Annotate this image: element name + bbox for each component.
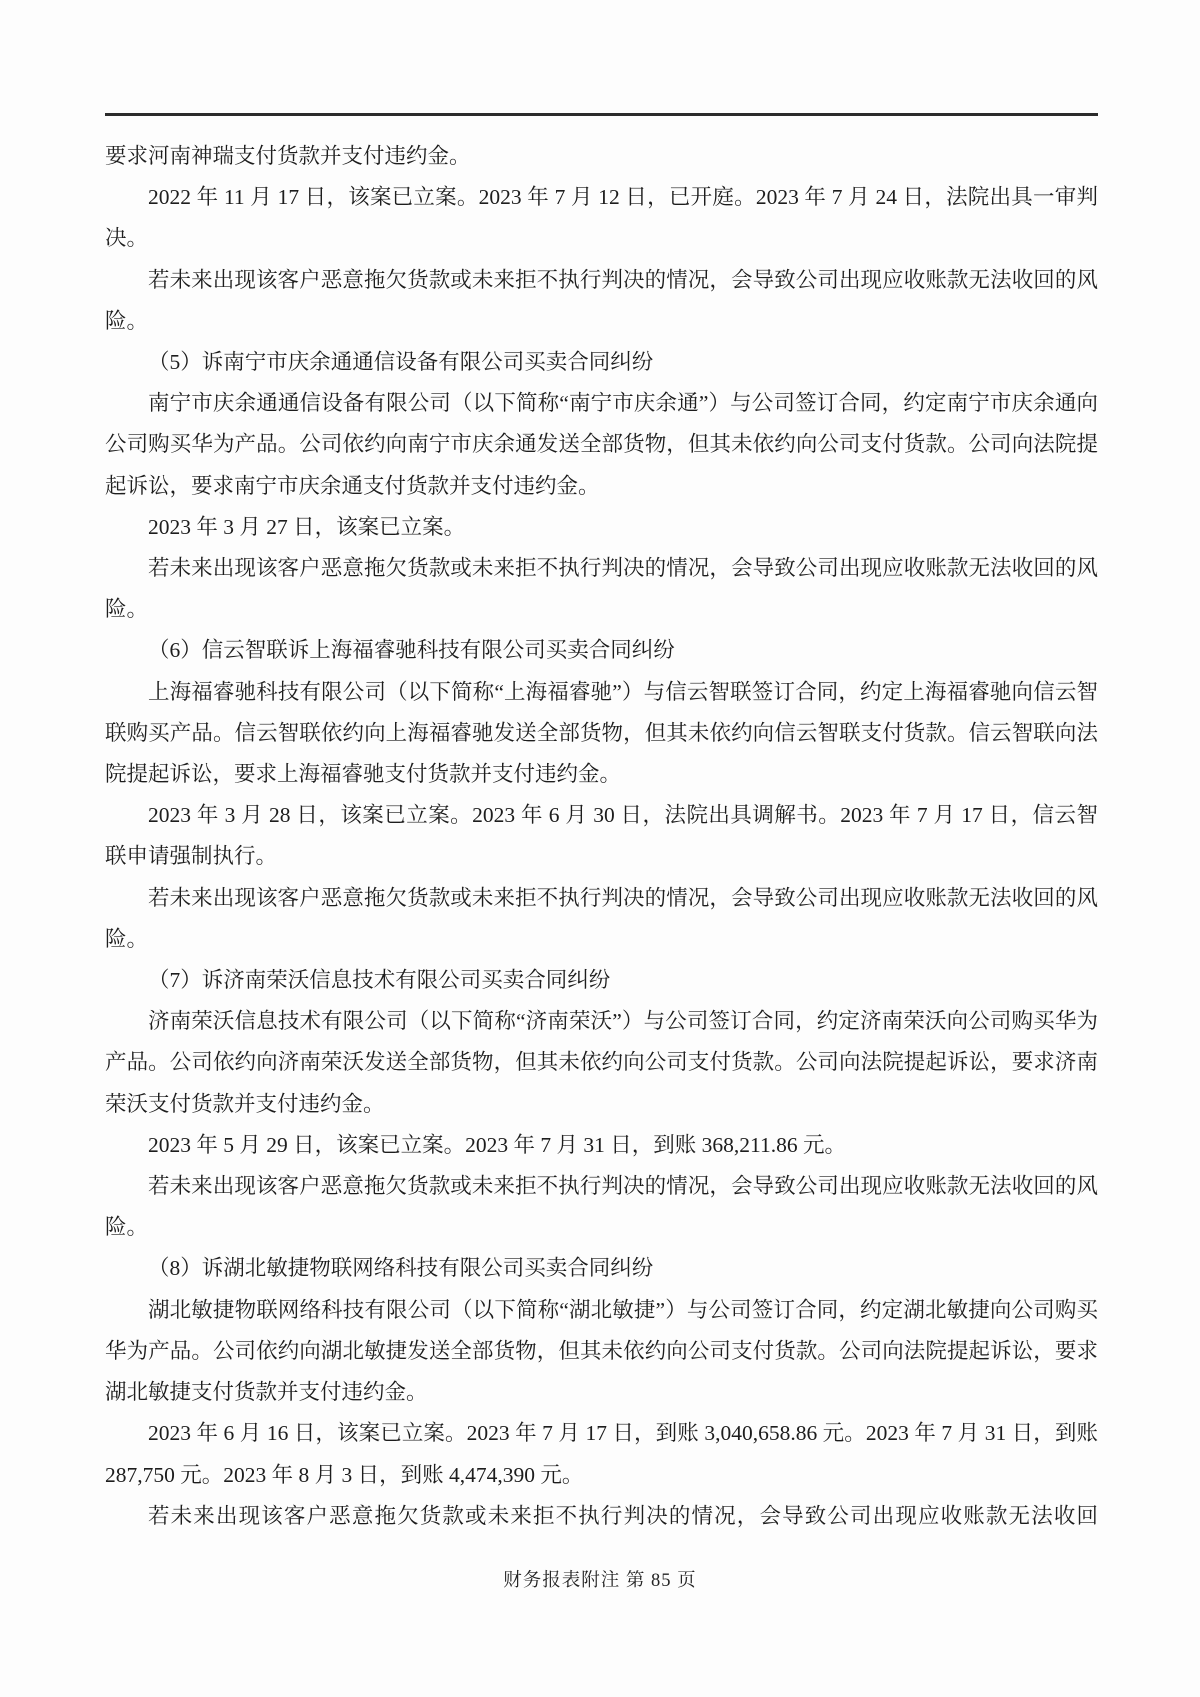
paragraph: 若未来出现该客户恶意拖欠货款或未来拒不执行判决的情况，会导致公司出现应收账款无法收回 [148,1503,1098,1528]
paragraph: 2023 年 6 月 16 日，该案已立案。2023 年 7 月 17 日，到账 3,040,658.86 元。2023 年 7 月 31 日，到账 287,750 元。2023 年 8 月 3 日，到账 4,474,390 元。 [105,1421,1098,1487]
footer-text: 财务报表附注 第 85 页 [503,1571,697,1591]
document-body [105,136,1098,1537]
paragraph: 上海福睿驰科技有限公司（以下简称“上海福睿驰”）与信云智联签订合同，约定上海福睿驰向信云智联购买产品。信云智联依约向上海福睿驰发送全部货物，但其未依约向信云智联支付货款。信云智联向法院提起诉讼，要求上海福睿驰支付货款并支付违约金。 [105,679,1098,787]
case-heading: （7）诉济南荣沃信息技术有限公司买卖合同纠纷 [148,968,611,993]
paragraph: 2022 年 11 月 17 日，该案已立案。2023 年 7 月 12 日，已开庭。2023 年 7 月 24 日，法院出具一审判决。 [105,185,1098,251]
paragraph: 2023 年 5 月 29 日，该案已立案。2023 年 7 月 31 日，到账 368,211.86 元。 [148,1132,846,1157]
paragraph: 2023 年 3 月 28 日，该案已立案。2023 年 6 月 30 日，法院出具调解书。2023 年 7 月 17 日，信云智联申请强制执行。 [105,803,1098,869]
paragraph: 2023 年 3 月 27 日，该案已立案。 [148,514,466,539]
page-footer [0,1566,1200,1592]
paragraph: 济南荣沃信息技术有限公司（以下简称“济南荣沃”）与公司签订合同，约定济南荣沃向公司购买华为产品。公司依约向济南荣沃发送全部货物，但其未依约向公司支付货款。公司向法院提起诉讼，要求济南荣沃支付货款并支付违约金。 [105,1009,1098,1116]
case-heading: （6）信云智联诉上海福睿驰科技有限公司买卖合同纠纷 [148,638,675,663]
paragraph: 湖北敏捷物联网络科技有限公司（以下简称“湖北敏捷”）与公司签订合同，约定湖北敏捷向公司购买华为产品。公司依约向湖北敏捷发送全部货物，但其未依约向公司支付货款。公司向法院提起诉讼，要求湖北敏捷支付货款并支付违约金。 [105,1297,1098,1405]
paragraph: 要求河南神瑞支付货款并支付违约金。 [105,144,471,168]
header-rule [105,113,1098,116]
paragraph: 若未来出现该客户恶意拖欠货款或未来拒不执行判决的情况，会导致公司出现应收账款无法收回的风险。 [105,1174,1098,1240]
case-heading: （5）诉南宁市庆余通通信设备有限公司买卖合同纠纷 [148,350,654,375]
case-heading: （8）诉湖北敏捷物联网络科技有限公司买卖合同纠纷 [148,1256,654,1281]
paragraph: 南宁市庆余通通信设备有限公司（以下简称“南宁市庆余通”）与公司签订合同，约定南宁市庆余通向公司购买华为产品。公司依约向南宁市庆余通发送全部货物，但其未依约向公司支付货款。公司向法院提起诉讼，要求南宁市庆余通支付货款并支付违约金。 [105,391,1098,498]
paragraph: 若未来出现该客户恶意拖欠货款或未来拒不执行判决的情况，会导致公司出现应收账款无法收回的风险。 [105,885,1098,951]
paragraph: 若未来出现该客户恶意拖欠货款或未来拒不执行判决的情况，会导致公司出现应收账款无法收回的风险。 [105,556,1098,622]
paragraph: 若未来出现该客户恶意拖欠货款或未来拒不执行判决的情况，会导致公司出现应收账款无法收回的风险。 [105,267,1098,333]
